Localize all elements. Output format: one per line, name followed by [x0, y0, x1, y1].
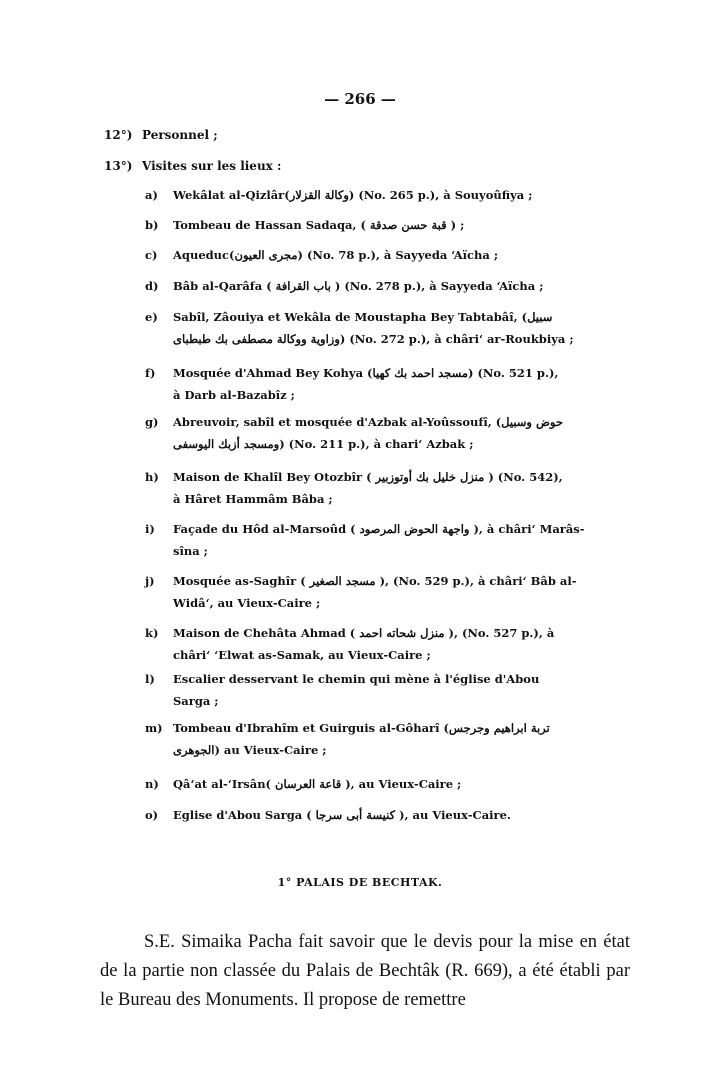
item-line: Escalier desservant le chemin qui mène à l'église d'Abou [173, 672, 540, 686]
item-line: Tombeau de Hassan Sadaqa, ( قبة حسن صدقة ) ; [173, 218, 465, 232]
item-letter: n) [145, 777, 159, 791]
item-line: Maison de Chehâta Ahmad ( منزل شحاته احمد ), (No. 527 p.), à [173, 626, 555, 640]
item-line: Qâʻat al-ʻIrsân( قاعة العرسان ), au Vieux-Caire ; [173, 777, 462, 791]
item-letter: a) [145, 188, 158, 202]
item-letter: e) [145, 310, 158, 324]
item-letter: l) [145, 672, 155, 686]
item-line: Tombeau d'Ibrahîm et Guirguis al-Gôharî (تربة ابراهيم وجرجس [173, 721, 550, 735]
heading-visites [104, 159, 281, 173]
item-line: Sabîl, Zâouiya et Wekâla de Moustapha Bey Tabtabâî, (سبيل [173, 310, 553, 324]
item-line: Façade du Hôd al-Marsoûd ( واجهة الحوض المرصود ), à châriʻ Marâs- [173, 522, 585, 536]
list-item-a [145, 184, 630, 206]
list-item-j [145, 570, 630, 614]
item-line: Widâʻ, au Vieux-Caire ; [173, 596, 321, 610]
item-line: Bâb al-Qarâfa ( باب القرافة ) (No. 278 p.), à Sayyeda ʻAïcha ; [173, 279, 544, 293]
item-letter: o) [145, 808, 159, 822]
page-number: — 266 — [324, 90, 396, 108]
item-line: Mosquée as-Saghîr ( مسجد الصغير ), (No. 529 p.), à châriʻ Bâb al- [173, 574, 577, 588]
item-line: châriʻ ʻElwat as-Samak, au Vieux-Caire ; [173, 648, 431, 662]
item-letter: h) [145, 470, 159, 484]
body-paragraph: S.E. Simaika Pacha fait savoir que le devis pour la mise en état de la partie non classée du Palais de Bechtâk (R. 669), a été établi par le Bureau des Monuments. Il propose de remettre [100, 932, 630, 1010]
item-line: وزاوية ووكالة مصطفى بك طبطباى) (No. 272 p.), à châriʻ ar-Roukbiya ; [173, 332, 574, 346]
heading-text: Visites sur les lieux : [142, 159, 282, 173]
item-letter: c) [145, 248, 158, 262]
list-item-f [145, 362, 630, 406]
list-item-m [145, 717, 630, 761]
item-line: Eglise d'Abou Sarga ( كنيسة أبى سرجا ), au Vieux-Caire. [173, 808, 511, 822]
heading-number: 12°) [104, 128, 133, 142]
item-line: الجوهرى) au Vieux-Caire ; [173, 743, 327, 757]
item-letter: b) [145, 218, 159, 232]
list-item-c [145, 244, 630, 266]
list-item-i [145, 518, 630, 562]
section-title: 1° PALAIS DE BECHTAK. [277, 876, 443, 889]
list-item-k [145, 622, 630, 666]
item-letter: k) [145, 626, 159, 640]
list-item-l [145, 668, 630, 712]
item-letter: d) [145, 279, 159, 293]
item-letter: j) [145, 574, 155, 588]
item-line: à Hâret Hammâm Bâba ; [173, 492, 333, 506]
item-letter: i) [145, 522, 155, 536]
item-letter: f) [145, 366, 156, 380]
list-item-n [145, 773, 630, 795]
heading-personnel [104, 128, 218, 142]
list-item-o [145, 804, 630, 826]
item-line: Sarga ; [173, 694, 219, 708]
list-item-h [145, 466, 630, 510]
list-item-b [145, 214, 630, 236]
item-line: Maison de Khalîl Bey Otozbîr ( منزل خليل بك أوتوزبير ) (No. 542), [173, 470, 563, 484]
item-line: Mosquée d'Ahmad Bey Kohya (مسجد احمد بك كهيا) (No. 521 p.), [173, 366, 559, 380]
item-line: à Darb al-Bazabîz ; [173, 388, 295, 402]
item-letter: g) [145, 415, 159, 429]
item-line: Abreuvoir, sabîl et mosquée d'Azbak al-Yoûssoufî, (حوض وسبيل [173, 415, 563, 429]
list-item-e [145, 306, 630, 350]
item-letter: m) [145, 721, 163, 735]
list-item-d [145, 275, 630, 297]
heading-text: Personnel ; [142, 128, 218, 142]
item-line: Wekâlat al-Qizlâr(وكالة القزلار) (No. 265 p.), à Souyoûfiya ; [173, 188, 533, 202]
heading-number: 13°) [104, 159, 133, 173]
item-line: Aqueduc(مجرى العيون) (No. 78 p.), à Sayyeda ʻAïcha ; [173, 248, 499, 262]
list-item-g [145, 411, 630, 455]
item-line: sîna ; [173, 544, 208, 558]
item-line: ومسجد أزبك اليوسفى) (No. 211 p.), à chariʻ Azbak ; [173, 437, 474, 451]
